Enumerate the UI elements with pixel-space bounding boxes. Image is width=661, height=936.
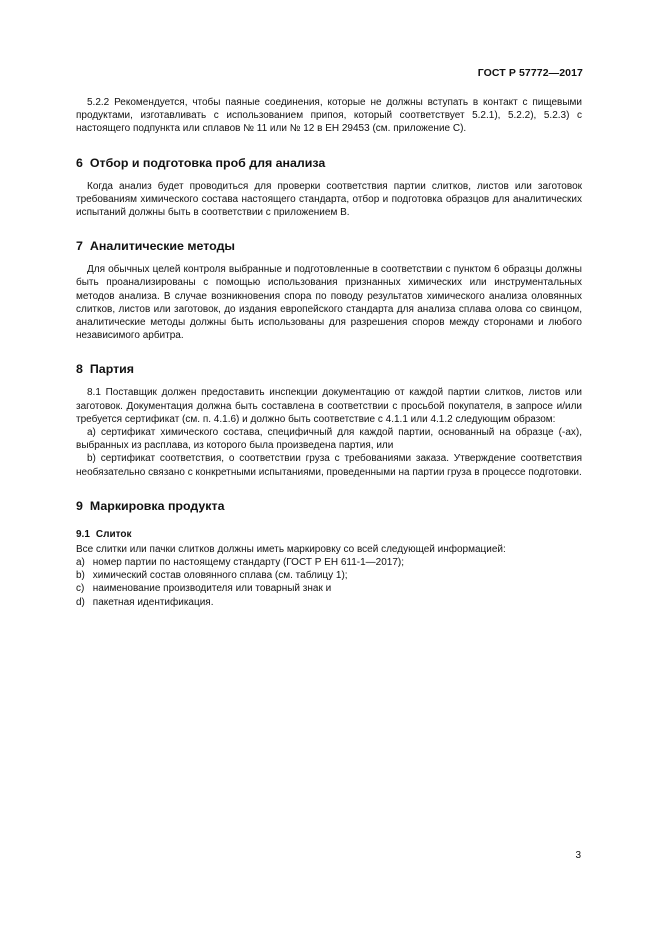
list-item: [76, 569, 582, 582]
section-8-intro: 8.1 Поставщик должен предоставить инспекции документацию от каждой партии слитков, листов или заготовок. Документация должна быть составлена в соответствии с просьбой покупателя, в запросе и/или требуется сертификат (см. п. 4.1.6) и должно быть соответствие с 4.1.1 или 4.1.2 следующим образом:: [76, 387, 582, 425]
section-8-number: 8: [76, 362, 83, 377]
list-item-text: номер партии по настоящему стандарту (ГОСТ Р ЕН 611-1—2017);: [92, 557, 405, 569]
list-item-label: a): [76, 557, 85, 569]
page-number: 3: [575, 850, 581, 861]
section-6-heading: [76, 155, 582, 171]
list-item-text: наименование производителя или товарный знак и: [92, 583, 332, 595]
section-9-number: 9: [76, 498, 83, 513]
section-8-item-b: b) сертификат соответствия, о соответствии груза с требованиями заказа. Утверждение соответствия необязательно связано с конкретными испытаниями, проведенными на партии груза в процессе подготовки.: [76, 453, 582, 478]
list-item: [76, 582, 582, 595]
section-6-number: 6: [76, 155, 83, 170]
list-item: [76, 556, 582, 569]
list-item-label: d): [76, 596, 85, 608]
section-8-item-a: a) сертификат химического состава, специфичный для каждой партии, основанный на образце (-ах), выбранных из расплава, из которого была произведена партия, или: [76, 427, 582, 452]
section-8-heading: [76, 361, 582, 377]
section-7-number: 7: [76, 239, 83, 254]
subsection-9-1-title: Слиток: [95, 528, 132, 540]
list-item: [76, 596, 582, 609]
section-7-title: Аналитические методы: [89, 239, 236, 254]
section-9-title: Маркировка продукта: [89, 498, 225, 513]
subsection-9-1-number: 9.1: [76, 528, 90, 540]
marking-list: [76, 556, 582, 609]
document-number: ГОСТ Р 57772—2017: [477, 67, 583, 79]
subsection-9-1-heading: [76, 528, 582, 541]
section-8-title: Партия: [89, 362, 135, 377]
section-7-text: Для обычных целей контроля выбранные и подготовленные в соответствии с пунктом 6 образцы должны быть проанализированы с помощью использования признанных химических или инструментальных методов анализа. В случае возникновения спора по поводу результатов химического анализа оловянных слитков, листов или заготовок, до издания европейского стандарта для анализа сплава олова со свинцом, аналитические методы должны быть использованы для разрешения споров между сторонами и любого независимого арбитра.: [76, 264, 582, 342]
section-6-text: Когда анализ будет проводиться для проверки соответствия партии слитков, листов или заготовок требованиям химического состава настоящего стандарта, отбор и подготовка образцов для аналитических испытаний должны быть в соответствии с приложением В.: [76, 180, 582, 219]
clause-5-2-2: 5.2.2 Рекомендуется, чтобы паяные соединения, которые не должны вступать в контакт с пищевыми продуктами, изготавливать с использованием припоя, который соответствует 5.2.1), 5.2.2), 5.2.3) с настоящего подпункта или сплавов № 11 или № 12 в ЕН 29453 (см. приложение С).: [76, 97, 582, 135]
subsection-9-1-intro: Все слитки или пачки слитков должны иметь маркировку со всей следующей информацией:: [76, 543, 506, 555]
list-item-text: химический состав оловянного сплава (см. таблицу 1);: [92, 570, 348, 582]
page-content: [76, 96, 582, 609]
list-item-text: пакетная идентификация.: [92, 596, 214, 608]
section-9-heading: [76, 498, 582, 514]
section-6-title: Отбор и подготовка проб для анализа: [89, 155, 326, 170]
section-7-heading: [76, 238, 582, 254]
list-item-label: b): [76, 570, 85, 582]
list-item-label: c): [76, 583, 85, 595]
